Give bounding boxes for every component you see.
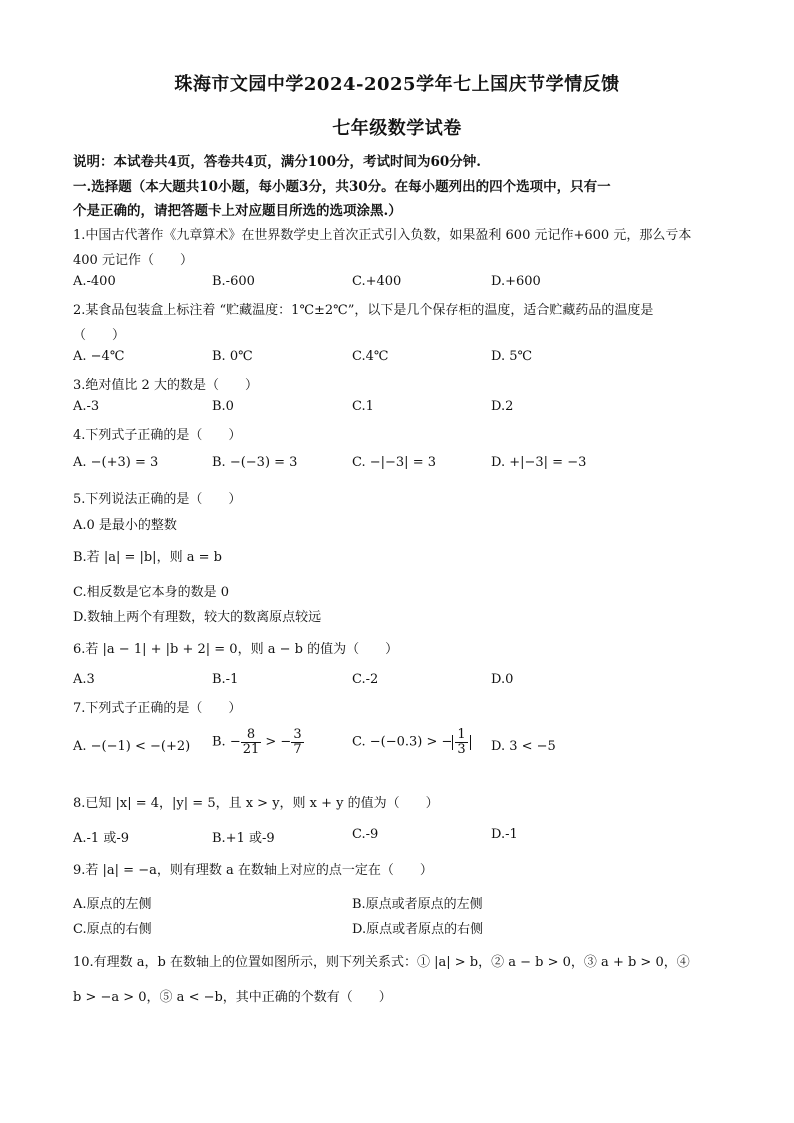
q7-c-fraction <box>455 728 467 756</box>
q1-option-c: C.+400 <box>352 274 402 289</box>
q5-option-b: B.若 |a| = |b|，则 a = b <box>73 550 222 565</box>
q7-option-c <box>352 728 471 756</box>
q3-option-a: A.-3 <box>73 399 100 414</box>
q4-stem: 4.下列式子正确的是（ ） <box>73 428 242 443</box>
q1-option-d: D.+600 <box>491 274 541 289</box>
q7-b-prefix: B. − <box>212 734 241 750</box>
q5-stem: 5.下列说法正确的是（ ） <box>73 492 242 507</box>
q2-stem-line2: （ ） <box>73 328 126 343</box>
q2-stem-line1: 2.某食品包装盒上标注着 “贮藏温度：1℃±2℃”，以下是几个保存柜的温度，适合贮藏药品的温度是 <box>73 303 654 318</box>
q3-option-d: D.2 <box>491 399 514 414</box>
q10-stem-line1: 10.有理数 a，b 在数轴上的位置如图所示，则下列关系式：① |a| > b，② a − b > 0，③ a + b > 0，④ <box>73 955 690 970</box>
q5-option-c: C.相反数是它本身的数是 0 <box>73 585 230 600</box>
q8-option-c: C.-9 <box>352 827 379 842</box>
q7-stem: 7.下列式子正确的是（ ） <box>73 701 242 716</box>
q7-b-mid: > − <box>261 734 292 750</box>
q1-option-a: A.-400 <box>73 274 116 289</box>
section-heading-line1: 一.选择题（本大题共10小题，每小题3分，共30分。在每小题列出的四个选项中，只有一 <box>73 179 611 195</box>
q9-stem: 9.若 |a| = −a，则有理数 a 在数轴上对应的点一定在（ ） <box>73 863 433 878</box>
q7-b-den1: 21 <box>242 741 260 757</box>
q2-option-d: D. 5℃ <box>491 349 533 364</box>
q7-b-fraction-2 <box>291 728 303 756</box>
q7-option-b <box>212 728 304 756</box>
q1-option-b: B.-600 <box>212 274 255 289</box>
q3-option-b: B.0 <box>212 399 234 414</box>
q6-option-b: B.-1 <box>212 672 239 687</box>
q1-stem-line1: 1.中国古代著作《九章算术》在世界数学史上首次正式引入负数，如果盈利 600 元记作+600 元，那么亏本 <box>73 228 692 243</box>
exam-title: 珠海市文园中学2024-2025学年七上国庆节学情反馈 <box>174 74 620 95</box>
q7-b-num1: 8 <box>241 728 262 743</box>
q7-b-den2: 7 <box>293 741 302 757</box>
q4-option-b: B. −(−3) = 3 <box>212 455 298 470</box>
q8-option-b: B.+1 或-9 <box>212 831 275 846</box>
q6-option-a: A.3 <box>73 672 95 687</box>
q8-option-a: A.-1 或-9 <box>73 831 129 846</box>
q3-stem: 3.绝对值比 2 大的数是（ ） <box>73 378 258 393</box>
q8-option-d: D.-1 <box>491 827 518 842</box>
q7-c-den: 3 <box>457 741 466 757</box>
q7-option-d: D. 3 < −5 <box>491 739 556 754</box>
exam-subtitle: 七年级数学试卷 <box>332 118 462 139</box>
instructions: 说明：本试卷共4页，答卷共4页，满分100分，考试时间为60分钟. <box>73 154 481 170</box>
q3-option-c: C.1 <box>352 399 374 414</box>
q2-option-c: C.4℃ <box>352 349 389 364</box>
section-heading-line2: 个是正确的，请把答题卡上对应题目所选的选项涂黑.） <box>73 203 402 219</box>
q2-option-a: A. −4℃ <box>73 349 125 364</box>
q9-option-d: D.原点或者原点的右侧 <box>352 922 484 937</box>
q7-c-num: 1 <box>457 727 466 742</box>
q7-c-abs <box>452 727 470 757</box>
q4-option-c: C. −|−3| = 3 <box>352 455 436 470</box>
q7-c-prefix: C. −(−0.3) > − <box>352 734 453 750</box>
q8-stem: 8.已知 |x| = 4，|y| = 5，且 x > y，则 x + y 的值为（ ） <box>73 796 439 811</box>
q9-option-b: B.原点或者原点的左侧 <box>352 897 483 912</box>
q1-stem-line2: 400 元记作（ ） <box>73 253 193 268</box>
q6-option-d: D.0 <box>491 672 514 687</box>
q7-b-fraction-1 <box>241 728 262 756</box>
q5-option-a: A.0 是最小的整数 <box>73 518 177 533</box>
q5-option-d: D.数轴上两个有理数，较大的数离原点较远 <box>73 610 322 625</box>
q9-option-c: C.原点的右侧 <box>73 922 152 937</box>
q6-stem: 6.若 |a − 1| + |b + 2| = 0，则 a − b 的值为（ ） <box>73 642 399 657</box>
q2-option-b: B. 0℃ <box>212 349 253 364</box>
q10-stem-line2: b > −a > 0，⑤ a < −b，其中正确的个数有（ ） <box>73 990 392 1005</box>
q7-b-num2: 3 <box>293 727 302 742</box>
q7-option-a: A. −(−1) < −(+2) <box>73 739 191 754</box>
q9-option-a: A.原点的左侧 <box>73 897 152 912</box>
q4-option-d: D. +|−3| = −3 <box>491 455 587 470</box>
q4-option-a: A. −(+3) = 3 <box>73 455 159 470</box>
q6-option-c: C.-2 <box>352 672 379 687</box>
